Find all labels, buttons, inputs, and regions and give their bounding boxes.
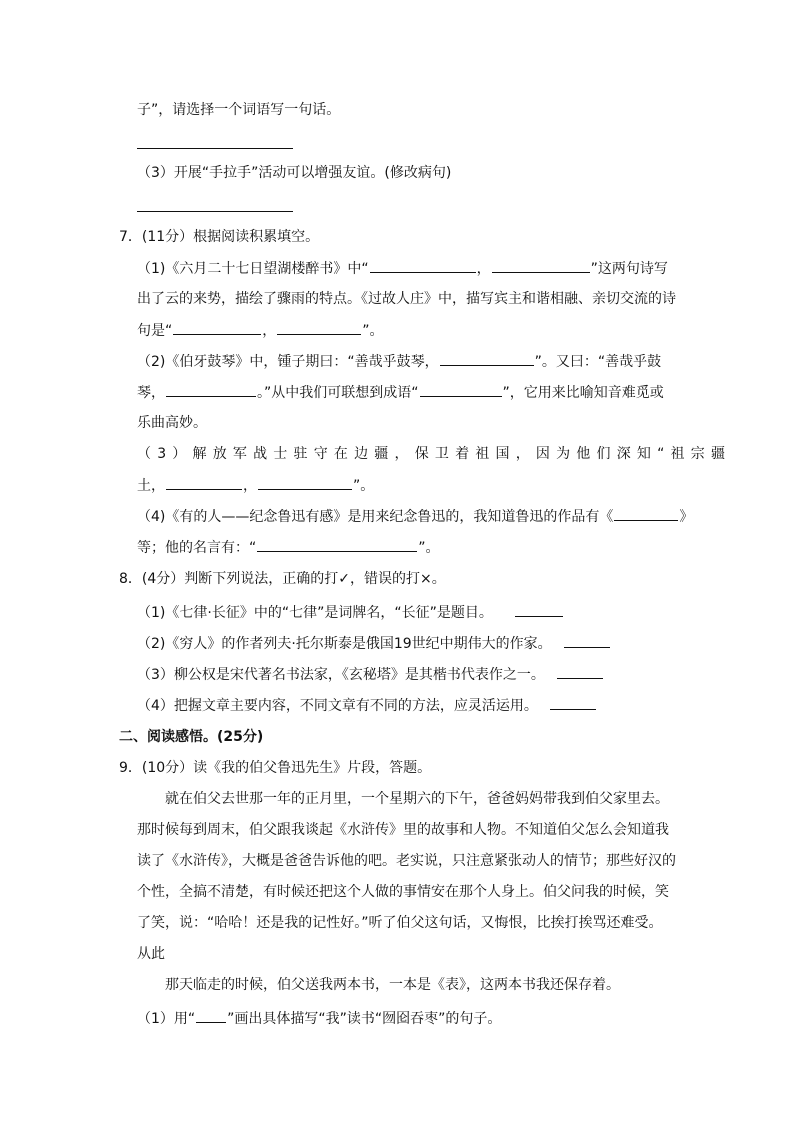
q6-item-3: （3）开展“手拉手”活动可以增强友谊。(修改病句) xyxy=(137,165,452,181)
q7-text-9b: 》 xyxy=(679,509,694,525)
q7-text-5a: 琴， xyxy=(137,385,165,401)
q7-text-10a: 等；他的名言有：“ xyxy=(137,540,257,556)
q7-text-8a: 土， xyxy=(137,478,165,494)
q9-passage-line-6: 从此 xyxy=(137,946,165,962)
q6-answer-line-2 xyxy=(137,211,293,212)
q6-continuation: 子”，请选择一个词语写一句话。 xyxy=(137,102,341,118)
q9-item-1a: （1）用“ xyxy=(137,1011,196,1027)
q8-blank-2 xyxy=(564,633,610,648)
q7-stem: 7．(11分）根据阅读积累填空。 xyxy=(119,229,320,245)
q7-line-5 xyxy=(137,382,664,403)
q7-comma-1: ， xyxy=(476,261,491,277)
q7-line-3 xyxy=(137,320,384,341)
q7-blank-11 xyxy=(257,537,417,552)
q7-line-7: （3）解放军战士驻守在边疆，保卫着祖国，因为他们深知“祖宗疆 xyxy=(137,446,732,462)
q7-blank-5 xyxy=(440,351,534,366)
q7-blank-3 xyxy=(173,320,261,335)
q9-passage-line-4: 个性，全搞不清楚，有时候还把这个人做的事情安在那个人身上。伯父问我的时候，笑 xyxy=(137,884,669,900)
q7-text-3b: ”。 xyxy=(362,323,384,339)
q9-item-1b: ”画出具体描写“我”读书“囫囵吞枣”的句子。 xyxy=(227,1011,502,1027)
q7-text-9a: （4)《有的人——纪念鲁迅有感》是用来纪念鲁迅的，我知道鲁迅的作品有《 xyxy=(137,509,614,525)
q9-passage-line-1: 就在伯父去世那一年的正月里，一个星期六的下午，爸爸妈妈带我到伯父家里去。 xyxy=(165,791,669,807)
q7-text-4a: （2)《伯牙鼓琴》中，锺子期曰：“善哉乎鼓琴， xyxy=(137,354,439,370)
q8-item-3-text: （3）柳公权是宋代著名书法家，《玄秘塔》是其楷书代表作之一。 xyxy=(137,667,545,683)
q8-item-2-text: （2)《穷人》的作者列夫·托尔斯泰是俄国19世纪中期伟大的作家。 xyxy=(137,636,552,652)
q7-text-5c: ”，它用来比喻知音难觅或 xyxy=(502,385,664,401)
q7-comma-3: ， xyxy=(262,323,277,339)
q7-line-9 xyxy=(137,506,693,527)
q7-blank-6 xyxy=(166,382,256,397)
q7-blank-8 xyxy=(166,475,242,490)
q7-text-10b: ”。 xyxy=(418,540,440,556)
q7-text-4b: ”。又曰：“善哉乎鼓 xyxy=(534,354,662,370)
q7-comma-8: ， xyxy=(243,478,257,494)
q7-text-3a: 句是“ xyxy=(137,323,173,339)
q7-blank-7 xyxy=(420,382,502,397)
q9-item-1 xyxy=(137,1008,501,1029)
q9-passage-line-2: 那时候每到周末，伯父跟我谈起《水浒传》里的故事和人物。不知道伯父怎么会知道我 xyxy=(137,822,669,838)
q7-blank-4 xyxy=(277,320,361,335)
q7-line-6: 乐曲高妙。 xyxy=(137,415,207,431)
q9-stem: 9．(10分）读《我的伯父鲁迅先生》片段，答题。 xyxy=(119,760,432,776)
q8-stem: 8．(4分）判断下列说法，正确的打✓，错误的打×。 xyxy=(119,571,446,587)
q7-blank-9 xyxy=(258,475,352,490)
q7-blank-10 xyxy=(614,506,678,521)
q7-text-1b: ”这两句诗写 xyxy=(590,261,668,277)
q7-blank-1 xyxy=(370,258,476,273)
q8-blank-1 xyxy=(515,602,563,617)
q8-item-4-text: （4）把握文章主要内容，不同文章有不同的方法，应灵活运用。 xyxy=(137,698,538,714)
q8-item-3 xyxy=(137,664,604,685)
q7-line-10 xyxy=(137,537,440,558)
q8-item-1 xyxy=(137,602,564,623)
q7-line-8 xyxy=(137,475,374,496)
q7-blank-2 xyxy=(492,258,590,273)
q9-passage-para-2: 那天临走的时候，伯父送我两本书，一本是《表》，这两本书我还保存着。 xyxy=(165,977,620,993)
q7-line-1 xyxy=(137,258,668,279)
q9-underline-sample xyxy=(196,1008,226,1023)
q8-blank-3 xyxy=(557,664,603,679)
q7-text-1a: （1)《六月二十七日望湖楼醉书》中“ xyxy=(137,261,369,277)
q7-text-8b: ”。 xyxy=(353,478,375,494)
q8-blank-4 xyxy=(550,695,596,710)
q8-item-1-text: （1)《七律·长征》中的“七律”是词牌名，“长征”是题目。 xyxy=(137,605,493,621)
q7-text-5b: 。”从中我们可联想到成语“ xyxy=(257,385,419,401)
q7-line-2: 出了云的来势，描绘了骤雨的特点。《过故人庄》中，描写宾主和谐相融、亲切交流的诗 xyxy=(137,291,676,307)
q9-passage-line-3: 读了《水浒传》，大概是爸爸告诉他的吧。老实说，只注意紧张动人的情节；那些好汉的 xyxy=(137,853,676,869)
q8-item-4 xyxy=(137,695,597,716)
q6-answer-line-1 xyxy=(137,148,293,149)
q9-passage-line-5: 了笑，说：“哈哈！还是我的记性好。”听了伯父这句话，又悔恨，比挨打挨骂还难受。 xyxy=(137,915,663,931)
q8-item-2 xyxy=(137,633,611,654)
section-2-heading: 二、阅读感悟。(25分) xyxy=(119,729,264,745)
q7-line-4 xyxy=(137,351,661,372)
